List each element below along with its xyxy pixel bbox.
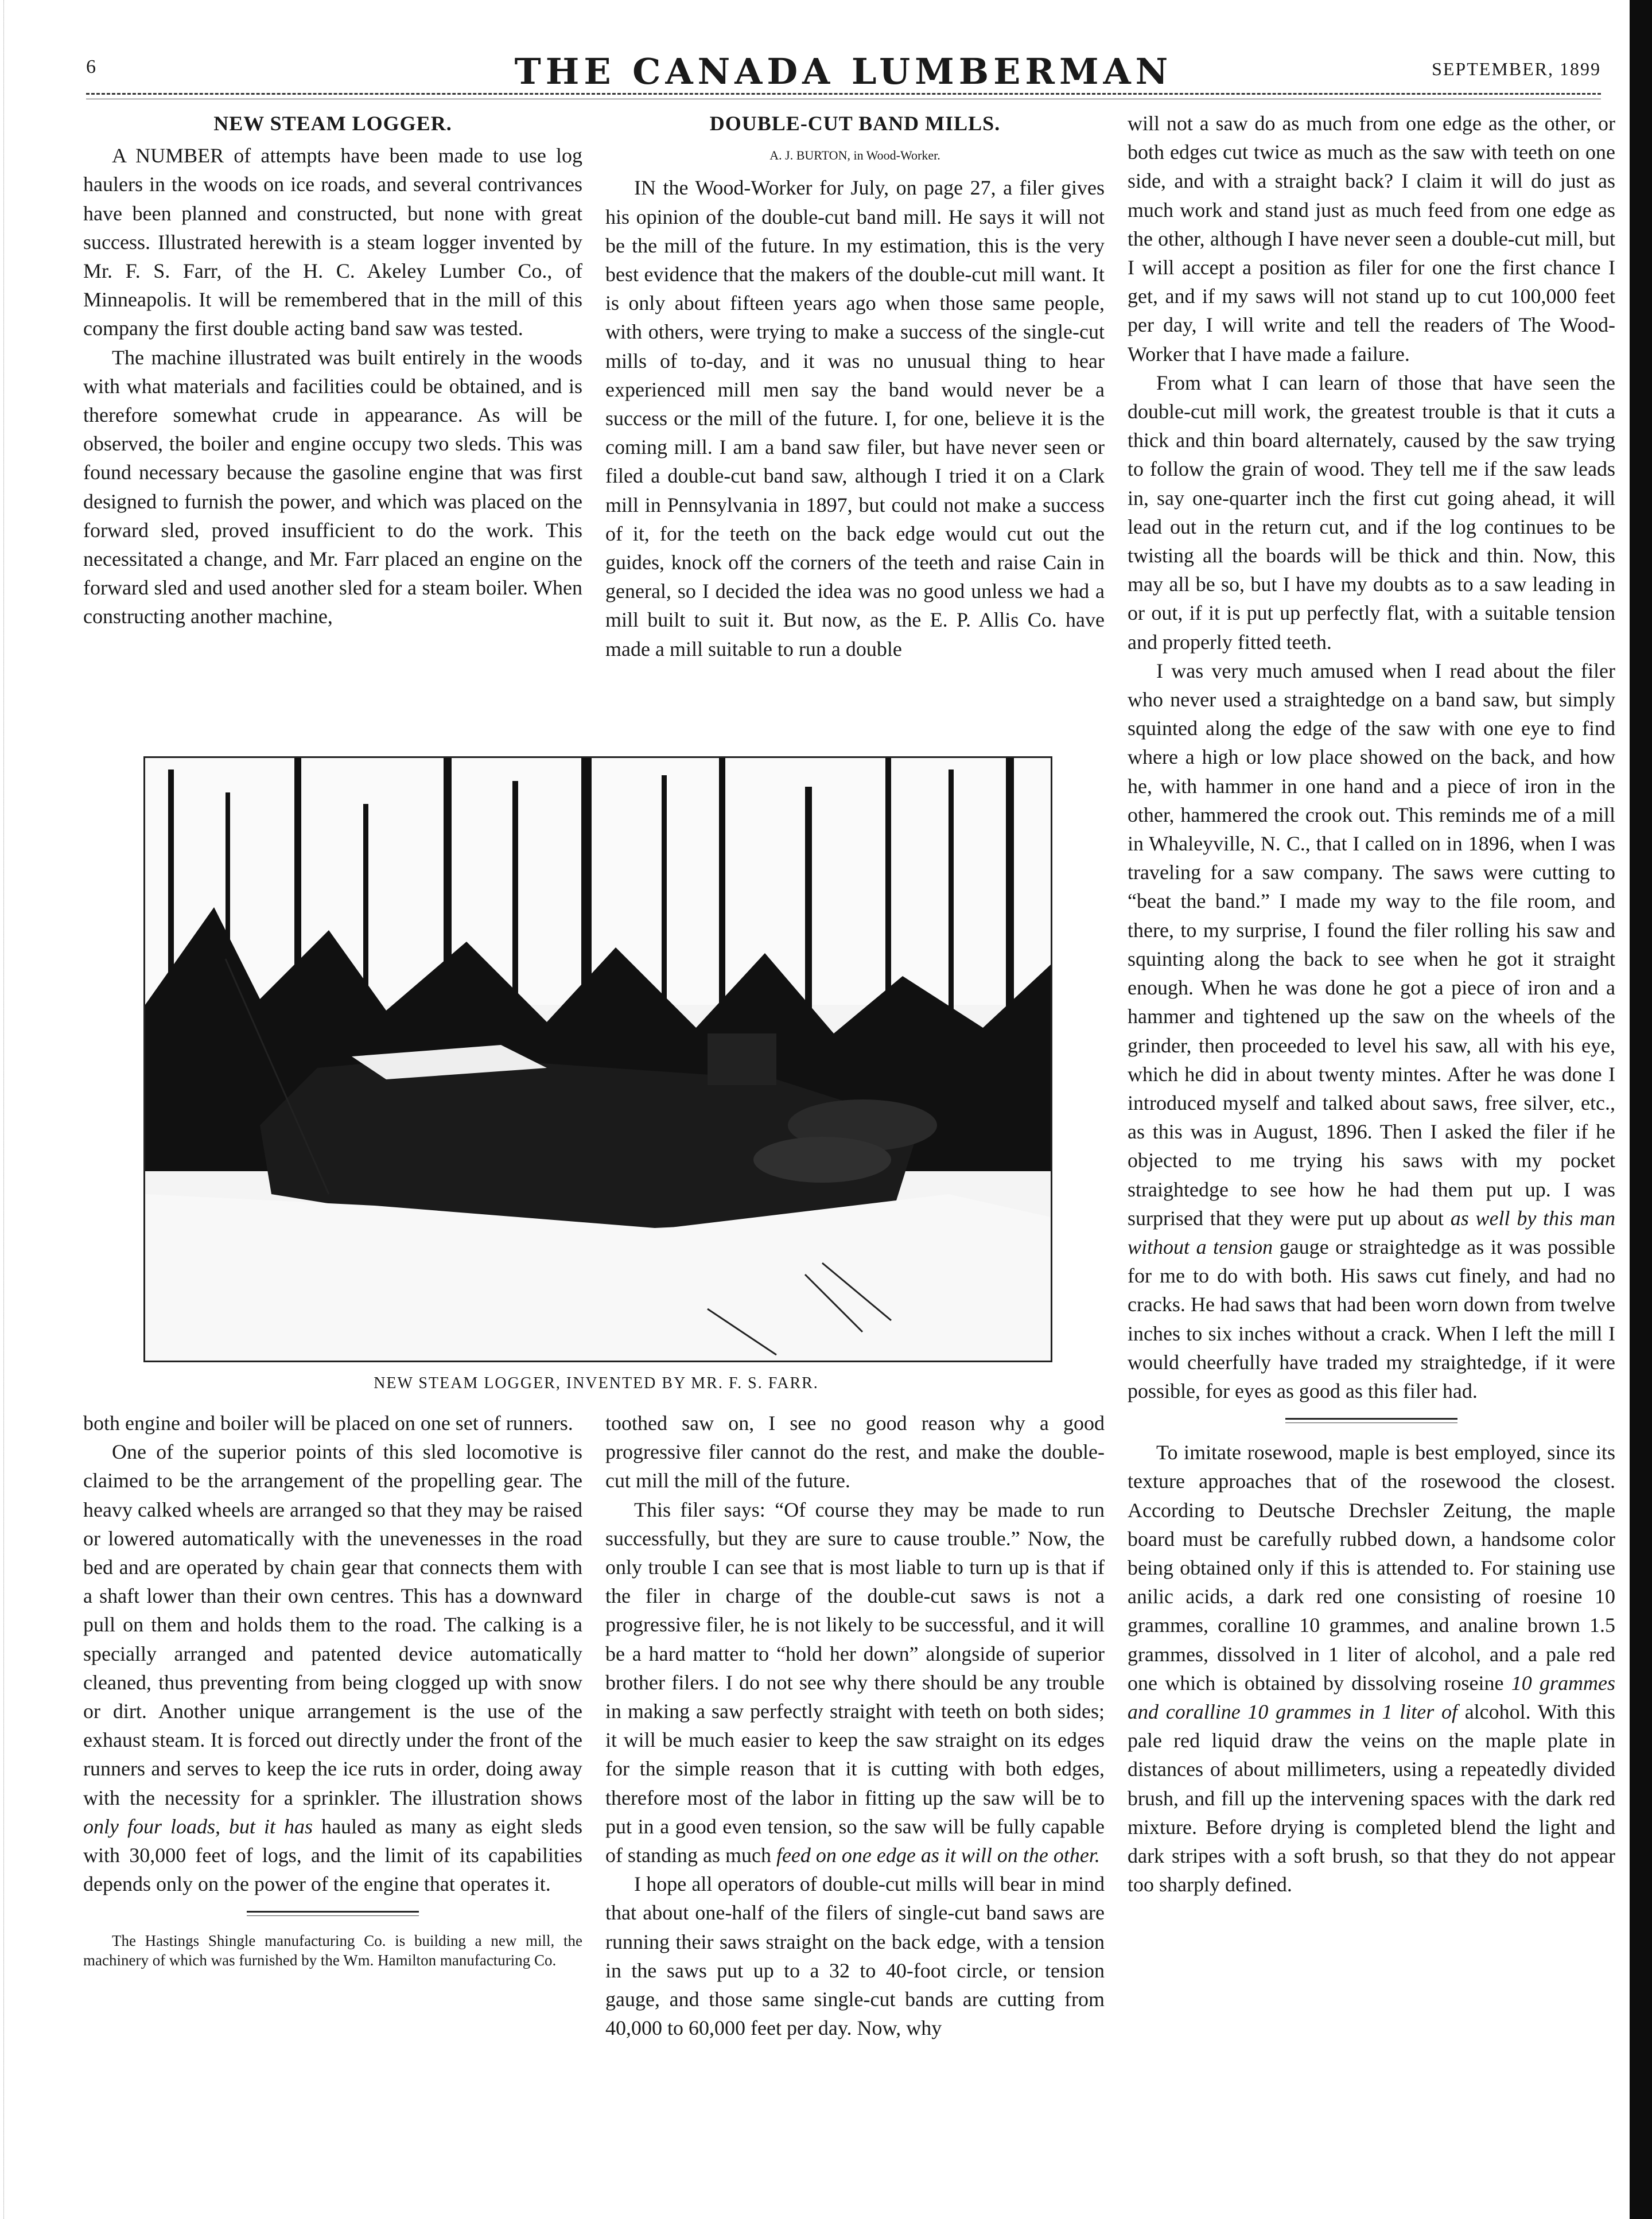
page-number: 6	[86, 56, 96, 77]
article-paragraph	[83, 1437, 582, 1898]
article-heading-steam-logger: NEW STEAM LOGGER.	[213, 112, 452, 135]
article-paragraph	[605, 1495, 1105, 1870]
italic-text: as well by this man without a tension	[1128, 1206, 1615, 1258]
paragraph-text: One of the superior points of this sled locomotive is claimed to be the arrangement of the propelling gear. The heavy calked wheels are arranged so that they may be raised or lowered automatically with the unevenesses in the road bed and are operated by chain gear that connects them with a shaft lower than their own centres. This has a downward pull on them and holds them to the road. The calking is a specially arranged and patented device automatically cleaned, thus preventing from being clogged up with snow or dirt. Another unique arrangement is the use of the exhaust steam. It is forced out directly under the front of the runners and serves to keep the ice ruts in order, doing away with the necessity for a sprinkler. The illustration shows	[83, 1440, 582, 1809]
article-paragraph-rosewood	[1128, 1438, 1615, 1899]
article-double-cut-continued	[1128, 109, 1615, 1899]
scan-edge-shadow	[1630, 0, 1652, 2219]
paragraph-text: alcohol. With this pale red liquid draw the veins on the maple plate in distances of about millimeters, using a repeatedly divided brush, and fill up the intervening spaces with the dark red mixture. Before drying is completed blend the light and dark stripes with a soft brush, so that they do not appear too sharply defined.	[1128, 1700, 1615, 1897]
paragraph-text: of attempts have been made to use log haulers in the woods on ice roads, and several contrivances have been planned and constructed, but none with great success. Illustrated herewith is a steam logger invented by Mr. F. S. Farr, of the H. C. Akeley Lumber Co., of Minneapolis. It will be remembered that in the mill of this company the first double acting band saw was tested.	[83, 144, 583, 340]
section-separator	[247, 1911, 419, 1916]
paragraph-text: the Wood-Worker for July, on page 27, a filer gives his opinion of the double-cut band mill. He says it will not be the mill of the future. In my estimation, this is the very best evidence that the makers of the double-cut mill want. It is only about fifteen years ago when those same people, with others, were trying to make a success of the single-cut mills of to-day, and it was no unusual thing to hear experienced mill men say the band would never be a success or the mill of the future. I, for one, believe it is the coming mill. I am a band saw filer, but have never seen or filed a double-cut band saw, although I tried it on a Clark mill in Pennsylvania in 1897, but could not make a success of it, for the teeth on the back edge would cut out the guides, knock off the corners of the teeth and raise Cain in general, so I decided the idea was no good unless we had a mill built to suit it. But now, as the E. P. Allis Co. have made a mill suitable to run a double	[605, 176, 1105, 660]
article-paragraph: will not a saw do as much from one edge as the other, or both edges cut twice as much as the saw with teeth on one side, and with a straight back? I claim it will do just as much work and stand just as much feed from one edge as the other, although I have never seen a double-cut mill, but I will accept a position as filer for one the first chance I get, and if my saws will not stand up to cut 100,000 feet per day, I will write and tell the readers of The Wood-Worker that I have made a failure.	[1128, 112, 1615, 366]
italic-text: only four loads, but it has	[83, 1814, 313, 1838]
steam-logger-photo	[143, 756, 1052, 1362]
article-paragraph: The machine illustrated was built entirely in the woods with what materials and facilities could be obtained, and is therefore somewhat crude in appearance. As will be observed, the boiler and engine occupy two sleds. This was found necessary because the gasoline engine that was first designed to furnish the power, and which was placed on the forward sled, proved insufficient to do the work. This necessitated a change, and Mr. Farr placed an engine on the forward sled and used another sled for a steam boiler. When constructing another machine,	[83, 345, 582, 628]
photo-caption: NEW STEAM LOGGER, INVENTED BY MR. F. S. FARR.	[374, 1374, 819, 1392]
paragraph-text: To imitate rosewood, maple is best employed, since its texture approaches that of the rosewood the closest. According to Deutsche Drechsler Zeitung, the maple board must be carefully rubbed down, a handsome color being obtained only if this is attended to. For staining use anilic acids, a dark red one consisting of roesine 10 grammes, coralline 10 grammes, and analine brown 1.5 grammes, dissolved in 1 liter of alcohol, and a pale red one which is obtained by dissolving roseine	[1128, 1441, 1615, 1695]
paragraph-text: hauled as many as eight sleds with 30,000 feet of logs, and the limit of its capabilities depends only on the power of the engine that operates it.	[83, 1814, 582, 1896]
masthead-rule	[86, 93, 1601, 95]
news-notice: The Hastings Shingle manufacturing Co. is building a new mill, the machinery of which was furnished by the Wm. Hamilton manufacturing Co.	[83, 1932, 582, 1969]
article-paragraph	[83, 141, 582, 343]
article-new-steam-logger-bottom	[83, 1409, 582, 1970]
article-paragraph: toothed saw on, I see no good reason why a good progressive filer cannot do the rest, and make the double-cut mill the mill of the future.	[605, 1412, 1105, 1493]
article-paragraph	[605, 173, 1105, 663]
article-heading-double-cut: DOUBLE-CUT BAND MILLS.	[709, 112, 1001, 135]
italic-text: feed on one edge as it will on the other.	[776, 1844, 1100, 1867]
article-paragraph: I hope all operators of double-cut mills will bear in mind that about one-half of the filers of single-cut band saws are running their saws straight on the back edge, with a tension in the saws put up to a 32 to 40-foot circle, or tension gauge, and those same single-cut bands are cutting from 40,000 to 60,000 feet per day. Now, why	[605, 1872, 1105, 2040]
article-double-cut-top	[605, 109, 1105, 663]
page-edge-specks	[0, 0, 4, 2219]
article-paragraph	[1128, 656, 1615, 1405]
italic-text: 10 grammes and coralline 10 grammes in 1 liter of	[1128, 1671, 1615, 1723]
article-new-steam-logger-top	[83, 109, 582, 631]
paragraph-text: I was very much amused when I read about the filer who never used a straightedge on a band saw, but simply squinted along the edge of the saw with one eye to find where a high or low place showed on the back, and how he, with hammer in one hand and a piece of iron in the other, hammered the crook out. This reminds me of a mill in Whaleyville, N. C., that I called on in 1896, when I was traveling for a saw company. The saws were cutting to “beat the band.” I made my way to the file room, and there, to my surprise, I found the filer rolling his saw and squinting along the back to see when he got it straight enough. When he was done he got a piece of iron and a hammer and tightened up the saw on the wheels of the grinder, then proceeded to level his saw, all with his eye, which he did in about twenty mintes. After he was done I introduced myself and talked about saws, free silver, etc., as this was in August, 1896. Then I asked the filer if he objected to me trying his saws with my pocket straightedge to see how he had them put up. I was surprised that they were put up about	[1128, 659, 1615, 1230]
journal-title: THE CANADA LUMBERMAN	[514, 50, 1173, 92]
masthead	[86, 50, 1601, 96]
article-double-cut-bottom	[605, 1409, 1105, 2042]
paragraph-text: gauge or straightedge as it was possible for me to do with both. His saws cut finely, and had no cracks. He had saws that had been worn down from twelve inches to six inches without a crack. When I left the mill I would cheerfully have traded my straightedge, if it were possible, for eyes as good as this filer had.	[1128, 1235, 1615, 1402]
section-separator	[1285, 1418, 1457, 1423]
issue-date: SEPTEMBER, 1899	[1432, 59, 1601, 79]
drop-word: A NUMBER	[112, 144, 224, 168]
article-paragraph: both engine and boiler will be placed on one set of runners.	[83, 1412, 573, 1435]
article-paragraph: From what I can learn of those that have seen the double-cut mill work, the greatest trouble is that it cuts a thick and thin board alternately, caused by the saw trying to follow the grain of wood. They tell me if the saw leads in, say one-quarter inch the first cut going ahead, it will lead out in the return cut, and if the log continues to be twisting all the boards will be thick and thin. Now, this may all be so, but I have my doubts as to a saw leading in or out, if it is put up perfectly flat, with a suitable tension and properly fitted teeth.	[1128, 371, 1615, 654]
drop-word: IN	[634, 176, 656, 200]
paragraph-text: This filer says: “Of course they may be made to run successfully, but they are sure to cause trouble.” Now, the only trouble I can see that is most liable to turn up is that if the filer in charge of the double-cut saws is not a progressive filer, he is not likely to be successful, and it will be a hard matter to “hold her down” alongside of superior brother filers. I do not see why there should be any trouble in making a saw perfectly straight with teeth on both sides; it will be much easier to keep the saw straight on its edges for the simple reason that it is cutting with both edges, therefore most of the labor in fitting up the saw will be to put in a good even tension, so the saw will be fully capable of standing as much	[605, 1498, 1105, 1867]
photo-illustration	[145, 758, 1051, 1361]
article-byline: A. J. BURTON, in Wood-Worker.	[769, 148, 940, 163]
